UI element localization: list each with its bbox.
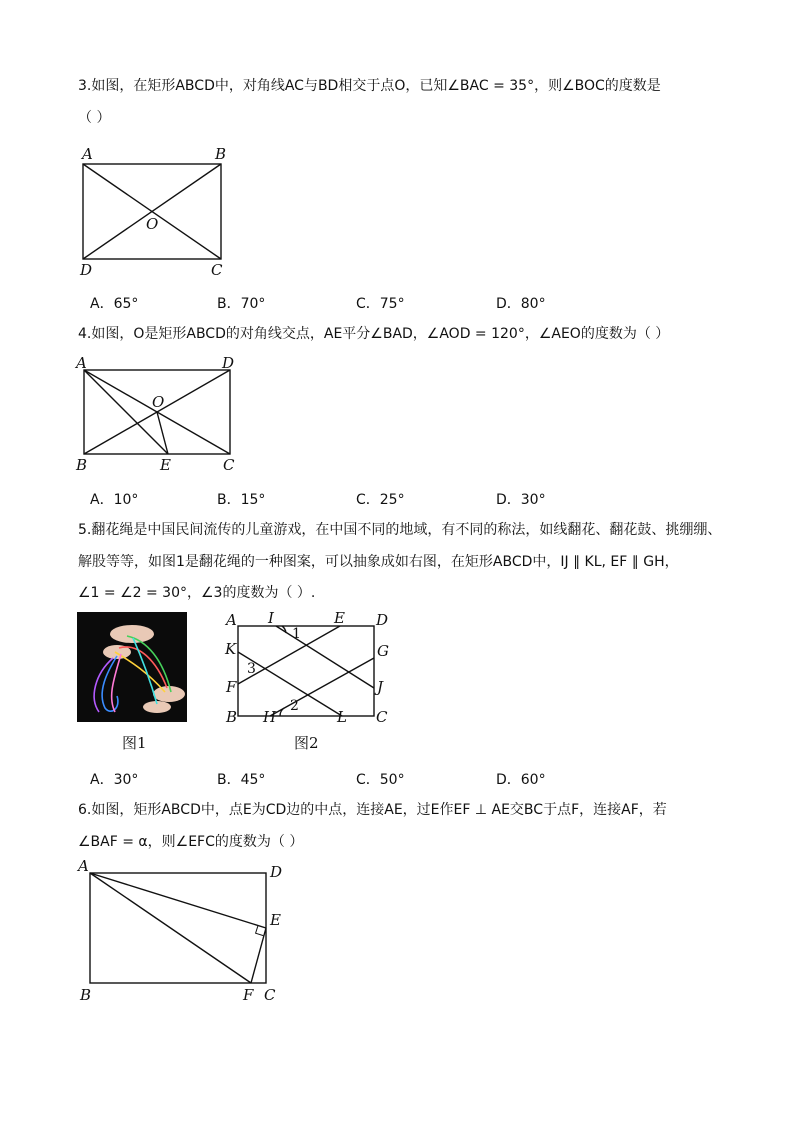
q6-label-e: E [270,911,281,929]
q5-angle-2: 2 [290,698,299,714]
q5-label-c: C [376,708,388,726]
figure1-caption: 图1 [122,734,147,752]
q6-stem-line2: ∠BAF = α，则∠EFC的度数为（ ） [78,834,304,850]
q6-label-f: F [243,986,254,1004]
q5-angle-1: 1 [292,626,301,642]
q5-label-l: L [337,708,347,726]
q6-label-a: A [78,857,89,875]
q4-option-b[interactable]: B．15° [217,492,266,508]
q4-segment-ae [84,370,168,454]
q6-rectangle [90,873,266,983]
q3-stem-line1: 3.如图，在矩形ABCD中，对角线AC与BD相交于点O，已知∠BAC = 35°，则∠BOC的度数是 [78,78,661,94]
q4-label-b: B [76,456,88,474]
q5-stem-line2: 解股等等，如图1是翻花绳的一种图案，可以抽象成如右图，在矩形ABCD中，IJ ∥ KL, EF ∥ GH， [78,554,679,570]
q5-label-i: I [268,609,274,627]
q5-segment-gh [270,658,374,716]
q4-option-c[interactable]: C．25° [356,492,405,508]
q3-label-a: A [82,145,93,163]
q5-label-a: A [226,611,237,629]
q5-stem-line3: ∠1 = ∠2 = 30°，∠3的度数为（ ）. [78,585,316,601]
q3-stem-line2: （ ） [78,110,111,126]
q5-angle-3: 3 [247,661,256,677]
q6-figure [70,855,300,1005]
q3-option-c[interactable]: C．75° [356,296,405,312]
q5-option-d[interactable]: D．60° [496,772,546,788]
q3-label-d: D [80,261,93,279]
q5-label-h: H [263,708,277,726]
q5-option-a[interactable]: A．30° [90,772,139,788]
q5-label-j: J [377,678,384,696]
q5-label-e: E [334,609,345,627]
q5-stem-line1: 5.翻花绳是中国民间流传的儿童游戏，在中国不同的地域，有不同的称法，如线翻花、翻花鼓、挑绷绷、 [78,522,722,538]
q3-option-a[interactable]: A．65° [90,296,139,312]
q5-figure [220,606,395,726]
q3-label-b: B [215,145,227,163]
q5-label-d: D [376,611,389,629]
q5-rectangle [238,626,374,716]
q6-stem-line1: 6.如图，矩形ABCD中，点E为CD边的中点，连接AE，过E作EF ⊥ AE交BC于点F，连接AF，若 [78,802,667,818]
q6-label-b: B [80,986,92,1004]
string-game-photo [77,612,187,722]
q4-label-d: D [222,354,235,372]
q4-option-d[interactable]: D．30° [496,492,546,508]
q6-label-d: D [270,863,283,881]
q3-figure [70,140,250,285]
q4-label-c: C [223,456,235,474]
q6-label-c: C [264,986,276,1004]
q6-segment-ef [251,928,266,983]
q5-option-b[interactable]: B．45° [217,772,266,788]
q5-option-c[interactable]: C．50° [356,772,405,788]
q5-label-f: F [226,678,237,696]
q6-segment-ae [90,873,266,928]
q3-label-o: O [146,215,159,233]
q3-option-d[interactable]: D．80° [496,296,546,312]
q5-angle2-arc [280,708,284,716]
q4-label-o: O [152,393,165,411]
q5-label-g: G [377,642,389,660]
q5-label-k: K [225,640,237,658]
q4-stem-line1: 4.如图，O是矩形ABCD的对角线交点，AE平分∠BAD，∠AOD = 120°，∠AEO的度数为（ ） [78,326,670,342]
q4-label-a: A [76,354,87,372]
q5-label-b: B [226,708,238,726]
q4-option-a[interactable]: A．10° [90,492,139,508]
q4-label-e: E [160,456,171,474]
q3-option-b[interactable]: B．70° [217,296,266,312]
q4-figure [70,350,250,475]
q3-label-c: C [211,261,223,279]
figure2-caption: 图2 [294,734,319,752]
q6-segment-af [90,873,251,983]
